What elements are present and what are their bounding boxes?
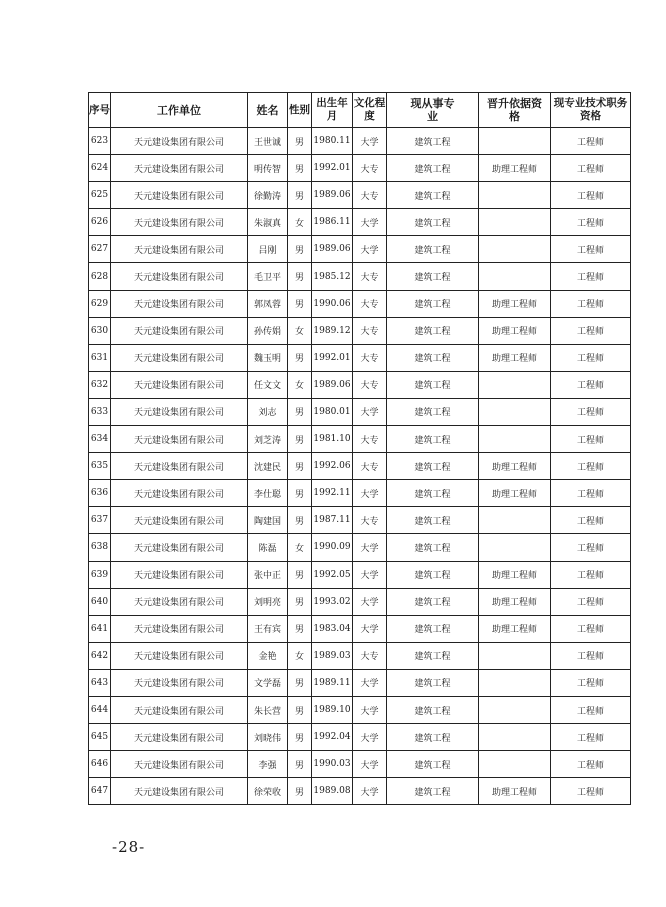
cell-basis (479, 534, 551, 561)
cell-major: 建筑工程 (387, 209, 479, 236)
cell-birth: 1990.09 (312, 534, 353, 561)
cell-birth: 1980.11 (312, 128, 353, 155)
cell-title: 工程师 (551, 534, 631, 561)
cell-basis (479, 507, 551, 534)
table-row (89, 128, 631, 155)
table-row (89, 669, 631, 696)
cell-birth: 1986.11 (312, 209, 353, 236)
cell-gender: 男 (288, 155, 312, 182)
cell-name: 金艳 (248, 642, 288, 669)
cell-birth: 1990.06 (312, 290, 353, 317)
cell-title: 工程师 (551, 155, 631, 182)
cell-gender: 男 (288, 724, 312, 751)
table-row (89, 561, 631, 588)
table-row (89, 588, 631, 615)
cell-edu: 大学 (353, 128, 387, 155)
cell-seq: 634 (89, 426, 111, 453)
cell-title: 工程师 (551, 778, 631, 805)
cell-title: 工程师 (551, 290, 631, 317)
header-unit: 工作单位 (111, 93, 248, 128)
cell-title: 工程师 (551, 507, 631, 534)
cell-gender: 男 (288, 453, 312, 480)
cell-unit: 天元建设集团有限公司 (111, 453, 248, 480)
cell-major: 建筑工程 (387, 724, 479, 751)
cell-title: 工程师 (551, 724, 631, 751)
cell-major: 建筑工程 (387, 480, 479, 507)
cell-edu: 大学 (353, 669, 387, 696)
header-name: 姓名 (248, 93, 288, 128)
cell-basis (479, 263, 551, 290)
cell-major: 建筑工程 (387, 588, 479, 615)
cell-basis (479, 128, 551, 155)
cell-birth: 1989.11 (312, 669, 353, 696)
cell-birth: 1989.10 (312, 696, 353, 723)
cell-unit: 天元建设集团有限公司 (111, 642, 248, 669)
cell-basis: 助理工程师 (479, 155, 551, 182)
cell-basis: 助理工程师 (479, 778, 551, 805)
cell-gender: 女 (288, 317, 312, 344)
cell-birth: 1992.04 (312, 724, 353, 751)
cell-unit: 天元建设集团有限公司 (111, 534, 248, 561)
cell-name: 徐勤涛 (248, 182, 288, 209)
cell-unit: 天元建设集团有限公司 (111, 398, 248, 425)
cell-basis: 助理工程师 (479, 615, 551, 642)
table-body (89, 128, 631, 805)
cell-birth: 1987.11 (312, 507, 353, 534)
cell-seq: 641 (89, 615, 111, 642)
cell-seq: 623 (89, 128, 111, 155)
cell-basis: 助理工程师 (479, 453, 551, 480)
cell-basis (479, 669, 551, 696)
cell-basis (479, 751, 551, 778)
cell-basis: 助理工程师 (479, 480, 551, 507)
cell-title: 工程师 (551, 398, 631, 425)
cell-gender: 男 (288, 669, 312, 696)
cell-unit: 天元建设集团有限公司 (111, 317, 248, 344)
cell-gender: 男 (288, 398, 312, 425)
cell-edu: 大学 (353, 724, 387, 751)
cell-basis: 助理工程师 (479, 588, 551, 615)
cell-gender: 男 (288, 426, 312, 453)
table-row (89, 344, 631, 371)
cell-basis (479, 642, 551, 669)
cell-basis: 助理工程师 (479, 317, 551, 344)
cell-name: 明传智 (248, 155, 288, 182)
cell-unit: 天元建设集团有限公司 (111, 778, 248, 805)
cell-gender: 女 (288, 642, 312, 669)
cell-birth: 1981.10 (312, 426, 353, 453)
cell-major: 建筑工程 (387, 155, 479, 182)
cell-name: 孙传娟 (248, 317, 288, 344)
cell-gender: 男 (288, 480, 312, 507)
cell-edu: 大专 (353, 371, 387, 398)
cell-basis (479, 236, 551, 263)
table-row (89, 209, 631, 236)
cell-basis: 助理工程师 (479, 290, 551, 317)
table-row (89, 398, 631, 425)
cell-basis (479, 209, 551, 236)
cell-seq: 635 (89, 453, 111, 480)
cell-major: 建筑工程 (387, 426, 479, 453)
cell-major: 建筑工程 (387, 642, 479, 669)
cell-name: 刘志 (248, 398, 288, 425)
cell-major: 建筑工程 (387, 669, 479, 696)
cell-edu: 大专 (353, 182, 387, 209)
cell-seq: 626 (89, 209, 111, 236)
cell-seq: 646 (89, 751, 111, 778)
cell-title: 工程师 (551, 426, 631, 453)
table-row (89, 751, 631, 778)
cell-unit: 天元建设集团有限公司 (111, 751, 248, 778)
cell-seq: 624 (89, 155, 111, 182)
cell-birth: 1992.05 (312, 561, 353, 588)
cell-major: 建筑工程 (387, 507, 479, 534)
cell-unit: 天元建设集团有限公司 (111, 615, 248, 642)
cell-seq: 627 (89, 236, 111, 263)
cell-major: 建筑工程 (387, 453, 479, 480)
table-row (89, 236, 631, 263)
cell-major: 建筑工程 (387, 696, 479, 723)
cell-title: 工程师 (551, 615, 631, 642)
cell-major: 建筑工程 (387, 751, 479, 778)
cell-unit: 天元建设集团有限公司 (111, 236, 248, 263)
cell-major: 建筑工程 (387, 128, 479, 155)
table-row (89, 534, 631, 561)
cell-title: 工程师 (551, 588, 631, 615)
cell-seq: 643 (89, 669, 111, 696)
cell-name: 沈建民 (248, 453, 288, 480)
cell-name: 刘明亮 (248, 588, 288, 615)
cell-edu: 大专 (353, 426, 387, 453)
cell-major: 建筑工程 (387, 290, 479, 317)
cell-unit: 天元建设集团有限公司 (111, 426, 248, 453)
cell-name: 文学磊 (248, 669, 288, 696)
table-row (89, 371, 631, 398)
cell-edu: 大学 (353, 588, 387, 615)
cell-major: 建筑工程 (387, 534, 479, 561)
cell-gender: 男 (288, 561, 312, 588)
cell-unit: 天元建设集团有限公司 (111, 344, 248, 371)
cell-major: 建筑工程 (387, 398, 479, 425)
cell-birth: 1993.02 (312, 588, 353, 615)
cell-edu: 大学 (353, 615, 387, 642)
cell-basis (479, 426, 551, 453)
cell-edu: 大专 (353, 155, 387, 182)
table-row (89, 724, 631, 751)
cell-title: 工程师 (551, 561, 631, 588)
cell-gender: 男 (288, 263, 312, 290)
cell-title: 工程师 (551, 236, 631, 263)
cell-edu: 大学 (353, 480, 387, 507)
cell-gender: 男 (288, 751, 312, 778)
cell-birth: 1989.03 (312, 642, 353, 669)
cell-edu: 大学 (353, 778, 387, 805)
table-header-row (89, 93, 631, 128)
header-title: 现专业技术职务资格 (551, 93, 631, 128)
cell-name: 刘晓伟 (248, 724, 288, 751)
cell-basis: 助理工程师 (479, 561, 551, 588)
cell-gender: 男 (288, 588, 312, 615)
header-basis: 晋升依据资格 (479, 93, 551, 128)
cell-title: 工程师 (551, 344, 631, 371)
cell-gender: 女 (288, 534, 312, 561)
cell-title: 工程师 (551, 182, 631, 209)
cell-seq: 637 (89, 507, 111, 534)
cell-seq: 642 (89, 642, 111, 669)
cell-gender: 男 (288, 182, 312, 209)
cell-birth: 1980.01 (312, 398, 353, 425)
table-row (89, 642, 631, 669)
cell-name: 朱长营 (248, 696, 288, 723)
cell-seq: 647 (89, 778, 111, 805)
cell-title: 工程师 (551, 209, 631, 236)
cell-edu: 大专 (353, 344, 387, 371)
cell-name: 毛卫平 (248, 263, 288, 290)
cell-name: 魏玉明 (248, 344, 288, 371)
cell-unit: 天元建设集团有限公司 (111, 155, 248, 182)
cell-gender: 女 (288, 371, 312, 398)
cell-seq: 640 (89, 588, 111, 615)
cell-unit: 天元建设集团有限公司 (111, 669, 248, 696)
cell-unit: 天元建设集团有限公司 (111, 290, 248, 317)
cell-name: 吕刚 (248, 236, 288, 263)
cell-edu: 大专 (353, 642, 387, 669)
cell-birth: 1985.12 (312, 263, 353, 290)
cell-title: 工程师 (551, 751, 631, 778)
cell-title: 工程师 (551, 696, 631, 723)
cell-edu: 大学 (353, 209, 387, 236)
cell-title: 工程师 (551, 669, 631, 696)
cell-title: 工程师 (551, 371, 631, 398)
cell-edu: 大学 (353, 236, 387, 263)
cell-name: 朱淑真 (248, 209, 288, 236)
cell-unit: 天元建设集团有限公司 (111, 263, 248, 290)
header-seq: 序号 (89, 93, 111, 128)
cell-unit: 天元建设集团有限公司 (111, 480, 248, 507)
cell-title: 工程师 (551, 480, 631, 507)
cell-major: 建筑工程 (387, 615, 479, 642)
cell-edu: 大学 (353, 696, 387, 723)
cell-edu: 大学 (353, 398, 387, 425)
table-row (89, 778, 631, 805)
roster-table (88, 92, 631, 805)
cell-major: 建筑工程 (387, 263, 479, 290)
table-row (89, 426, 631, 453)
cell-gender: 女 (288, 209, 312, 236)
header-major: 现从事专业 (387, 93, 479, 128)
table-row (89, 155, 631, 182)
cell-name: 李强 (248, 751, 288, 778)
cell-edu: 大学 (353, 534, 387, 561)
cell-seq: 632 (89, 371, 111, 398)
cell-name: 王有宾 (248, 615, 288, 642)
cell-edu: 大学 (353, 561, 387, 588)
cell-edu: 大专 (353, 290, 387, 317)
cell-gender: 男 (288, 696, 312, 723)
cell-edu: 大学 (353, 751, 387, 778)
cell-seq: 628 (89, 263, 111, 290)
cell-name: 郭凤蓉 (248, 290, 288, 317)
cell-title: 工程师 (551, 642, 631, 669)
cell-title: 工程师 (551, 128, 631, 155)
cell-seq: 636 (89, 480, 111, 507)
cell-gender: 男 (288, 344, 312, 371)
cell-gender: 男 (288, 290, 312, 317)
cell-seq: 630 (89, 317, 111, 344)
cell-major: 建筑工程 (387, 778, 479, 805)
cell-name: 李仕聪 (248, 480, 288, 507)
cell-basis (479, 398, 551, 425)
cell-edu: 大专 (353, 317, 387, 344)
cell-edu: 大专 (353, 453, 387, 480)
cell-title: 工程师 (551, 263, 631, 290)
cell-gender: 男 (288, 236, 312, 263)
table-row (89, 263, 631, 290)
cell-name: 陈磊 (248, 534, 288, 561)
cell-birth: 1989.06 (312, 182, 353, 209)
cell-birth: 1989.12 (312, 317, 353, 344)
header-gender: 性别 (288, 93, 312, 128)
cell-basis (479, 696, 551, 723)
cell-major: 建筑工程 (387, 236, 479, 263)
cell-basis (479, 724, 551, 751)
cell-unit: 天元建设集团有限公司 (111, 182, 248, 209)
cell-major: 建筑工程 (387, 561, 479, 588)
cell-name: 任文文 (248, 371, 288, 398)
cell-unit: 天元建设集团有限公司 (111, 724, 248, 751)
cell-major: 建筑工程 (387, 317, 479, 344)
page-number: -28- (112, 838, 146, 856)
cell-unit: 天元建设集团有限公司 (111, 507, 248, 534)
table-row (89, 615, 631, 642)
cell-name: 张中正 (248, 561, 288, 588)
table-row (89, 507, 631, 534)
table-row (89, 182, 631, 209)
cell-birth: 1992.01 (312, 344, 353, 371)
cell-unit: 天元建设集团有限公司 (111, 209, 248, 236)
cell-birth: 1992.11 (312, 480, 353, 507)
cell-seq: 638 (89, 534, 111, 561)
cell-title: 工程师 (551, 317, 631, 344)
cell-name: 徐荣收 (248, 778, 288, 805)
cell-seq: 629 (89, 290, 111, 317)
cell-seq: 645 (89, 724, 111, 751)
cell-name: 陶建国 (248, 507, 288, 534)
cell-birth: 1983.04 (312, 615, 353, 642)
cell-seq: 639 (89, 561, 111, 588)
table-row (89, 453, 631, 480)
header-birth: 出生年月 (312, 93, 353, 128)
cell-gender: 男 (288, 778, 312, 805)
cell-gender: 男 (288, 615, 312, 642)
cell-gender: 男 (288, 128, 312, 155)
header-edu: 文化程度 (353, 93, 387, 128)
cell-birth: 1989.06 (312, 236, 353, 263)
cell-unit: 天元建设集团有限公司 (111, 371, 248, 398)
cell-basis (479, 371, 551, 398)
cell-seq: 631 (89, 344, 111, 371)
cell-birth: 1990.03 (312, 751, 353, 778)
table-row (89, 290, 631, 317)
cell-name: 刘芝涛 (248, 426, 288, 453)
table-row (89, 480, 631, 507)
cell-seq: 625 (89, 182, 111, 209)
cell-gender: 男 (288, 507, 312, 534)
cell-basis: 助理工程师 (479, 344, 551, 371)
cell-birth: 1992.01 (312, 155, 353, 182)
cell-seq: 644 (89, 696, 111, 723)
cell-title: 工程师 (551, 453, 631, 480)
cell-unit: 天元建设集团有限公司 (111, 696, 248, 723)
cell-unit: 天元建设集团有限公司 (111, 128, 248, 155)
cell-edu: 大专 (353, 263, 387, 290)
cell-birth: 1989.06 (312, 371, 353, 398)
cell-major: 建筑工程 (387, 344, 479, 371)
cell-major: 建筑工程 (387, 371, 479, 398)
cell-unit: 天元建设集团有限公司 (111, 561, 248, 588)
cell-name: 王世诚 (248, 128, 288, 155)
cell-unit: 天元建设集团有限公司 (111, 588, 248, 615)
cell-major: 建筑工程 (387, 182, 479, 209)
cell-basis (479, 182, 551, 209)
cell-seq: 633 (89, 398, 111, 425)
cell-birth: 1989.08 (312, 778, 353, 805)
cell-birth: 1992.06 (312, 453, 353, 480)
table-row (89, 696, 631, 723)
table-row (89, 317, 631, 344)
cell-edu: 大专 (353, 507, 387, 534)
